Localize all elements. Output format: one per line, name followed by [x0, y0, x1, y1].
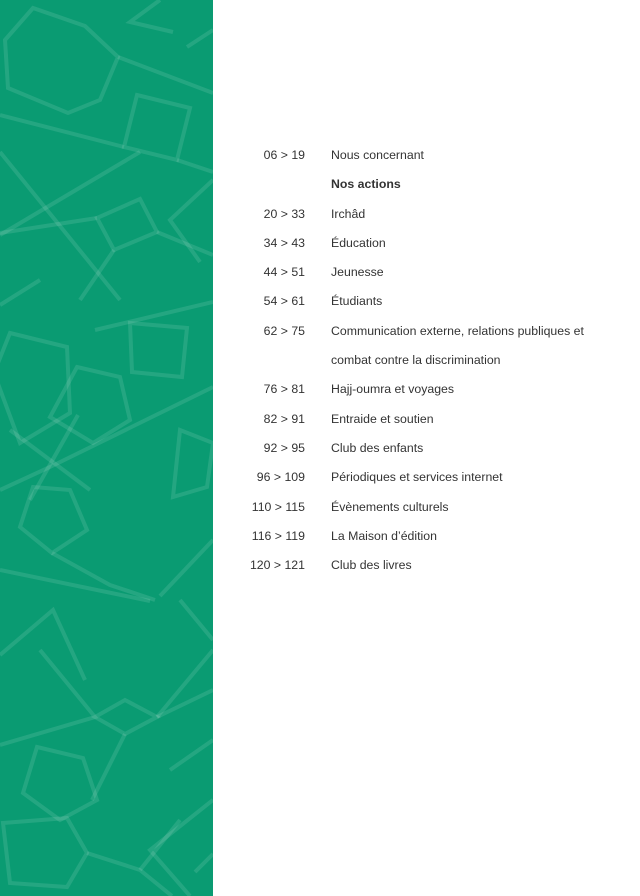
toc-row [240, 522, 600, 551]
toc-row [240, 170, 600, 199]
toc-title: Club des livres [331, 558, 412, 573]
toc-page-range: 20 > 33 [263, 206, 305, 221]
geometric-pattern-icon [0, 0, 213, 896]
toc-row [240, 141, 600, 170]
toc-title: Entraide et soutien [331, 411, 434, 426]
toc-page-range: 44 > 51 [263, 265, 305, 280]
toc-page-range: 76 > 81 [263, 382, 305, 397]
toc-page-range: 116 > 119 [251, 528, 305, 543]
toc-title: Nos actions [331, 177, 401, 192]
toc-title: La Maison d’édition [331, 528, 437, 543]
toc-row [240, 229, 600, 258]
toc-row [240, 287, 600, 316]
toc-title: Éducation [331, 235, 386, 250]
toc-row [240, 434, 600, 463]
toc-page-range: 110 > 115 [251, 499, 305, 514]
decorative-sidebar [0, 0, 213, 896]
toc-row [240, 258, 600, 287]
toc-title: Hajj-oumra et voyages [331, 382, 455, 397]
toc-title: Jeunesse [331, 265, 384, 280]
toc-page-range: 54 > 61 [263, 294, 305, 309]
toc-title: Club des enfants [331, 440, 424, 455]
toc-row [240, 463, 600, 492]
toc-page-range: 34 > 43 [263, 235, 305, 250]
toc-page-range: 62 > 75 [263, 323, 305, 338]
toc-title: Évènements culturels [331, 499, 449, 514]
toc-title: Irchâd [331, 206, 366, 221]
toc-row [240, 375, 600, 404]
toc-row [240, 405, 600, 434]
toc-page-range: 120 > 121 [249, 558, 305, 573]
toc-page-range: 92 > 95 [263, 440, 305, 455]
toc-row [240, 493, 600, 522]
toc-page-range: 82 > 91 [263, 411, 305, 426]
toc-title: Nous concernant [331, 148, 424, 162]
toc-page-range: 06 > 19 [263, 148, 305, 162]
toc-title: Étudiants [331, 294, 383, 309]
toc-page-range: 96 > 109 [256, 470, 305, 485]
toc-title: Communication externe, relations publiques et combat contre la discrimination [331, 323, 584, 368]
toc-row [240, 551, 600, 580]
toc-row [240, 317, 600, 376]
toc-row [240, 200, 600, 229]
table-of-contents [240, 141, 600, 580]
toc-title: Périodiques et services internet [331, 470, 503, 485]
